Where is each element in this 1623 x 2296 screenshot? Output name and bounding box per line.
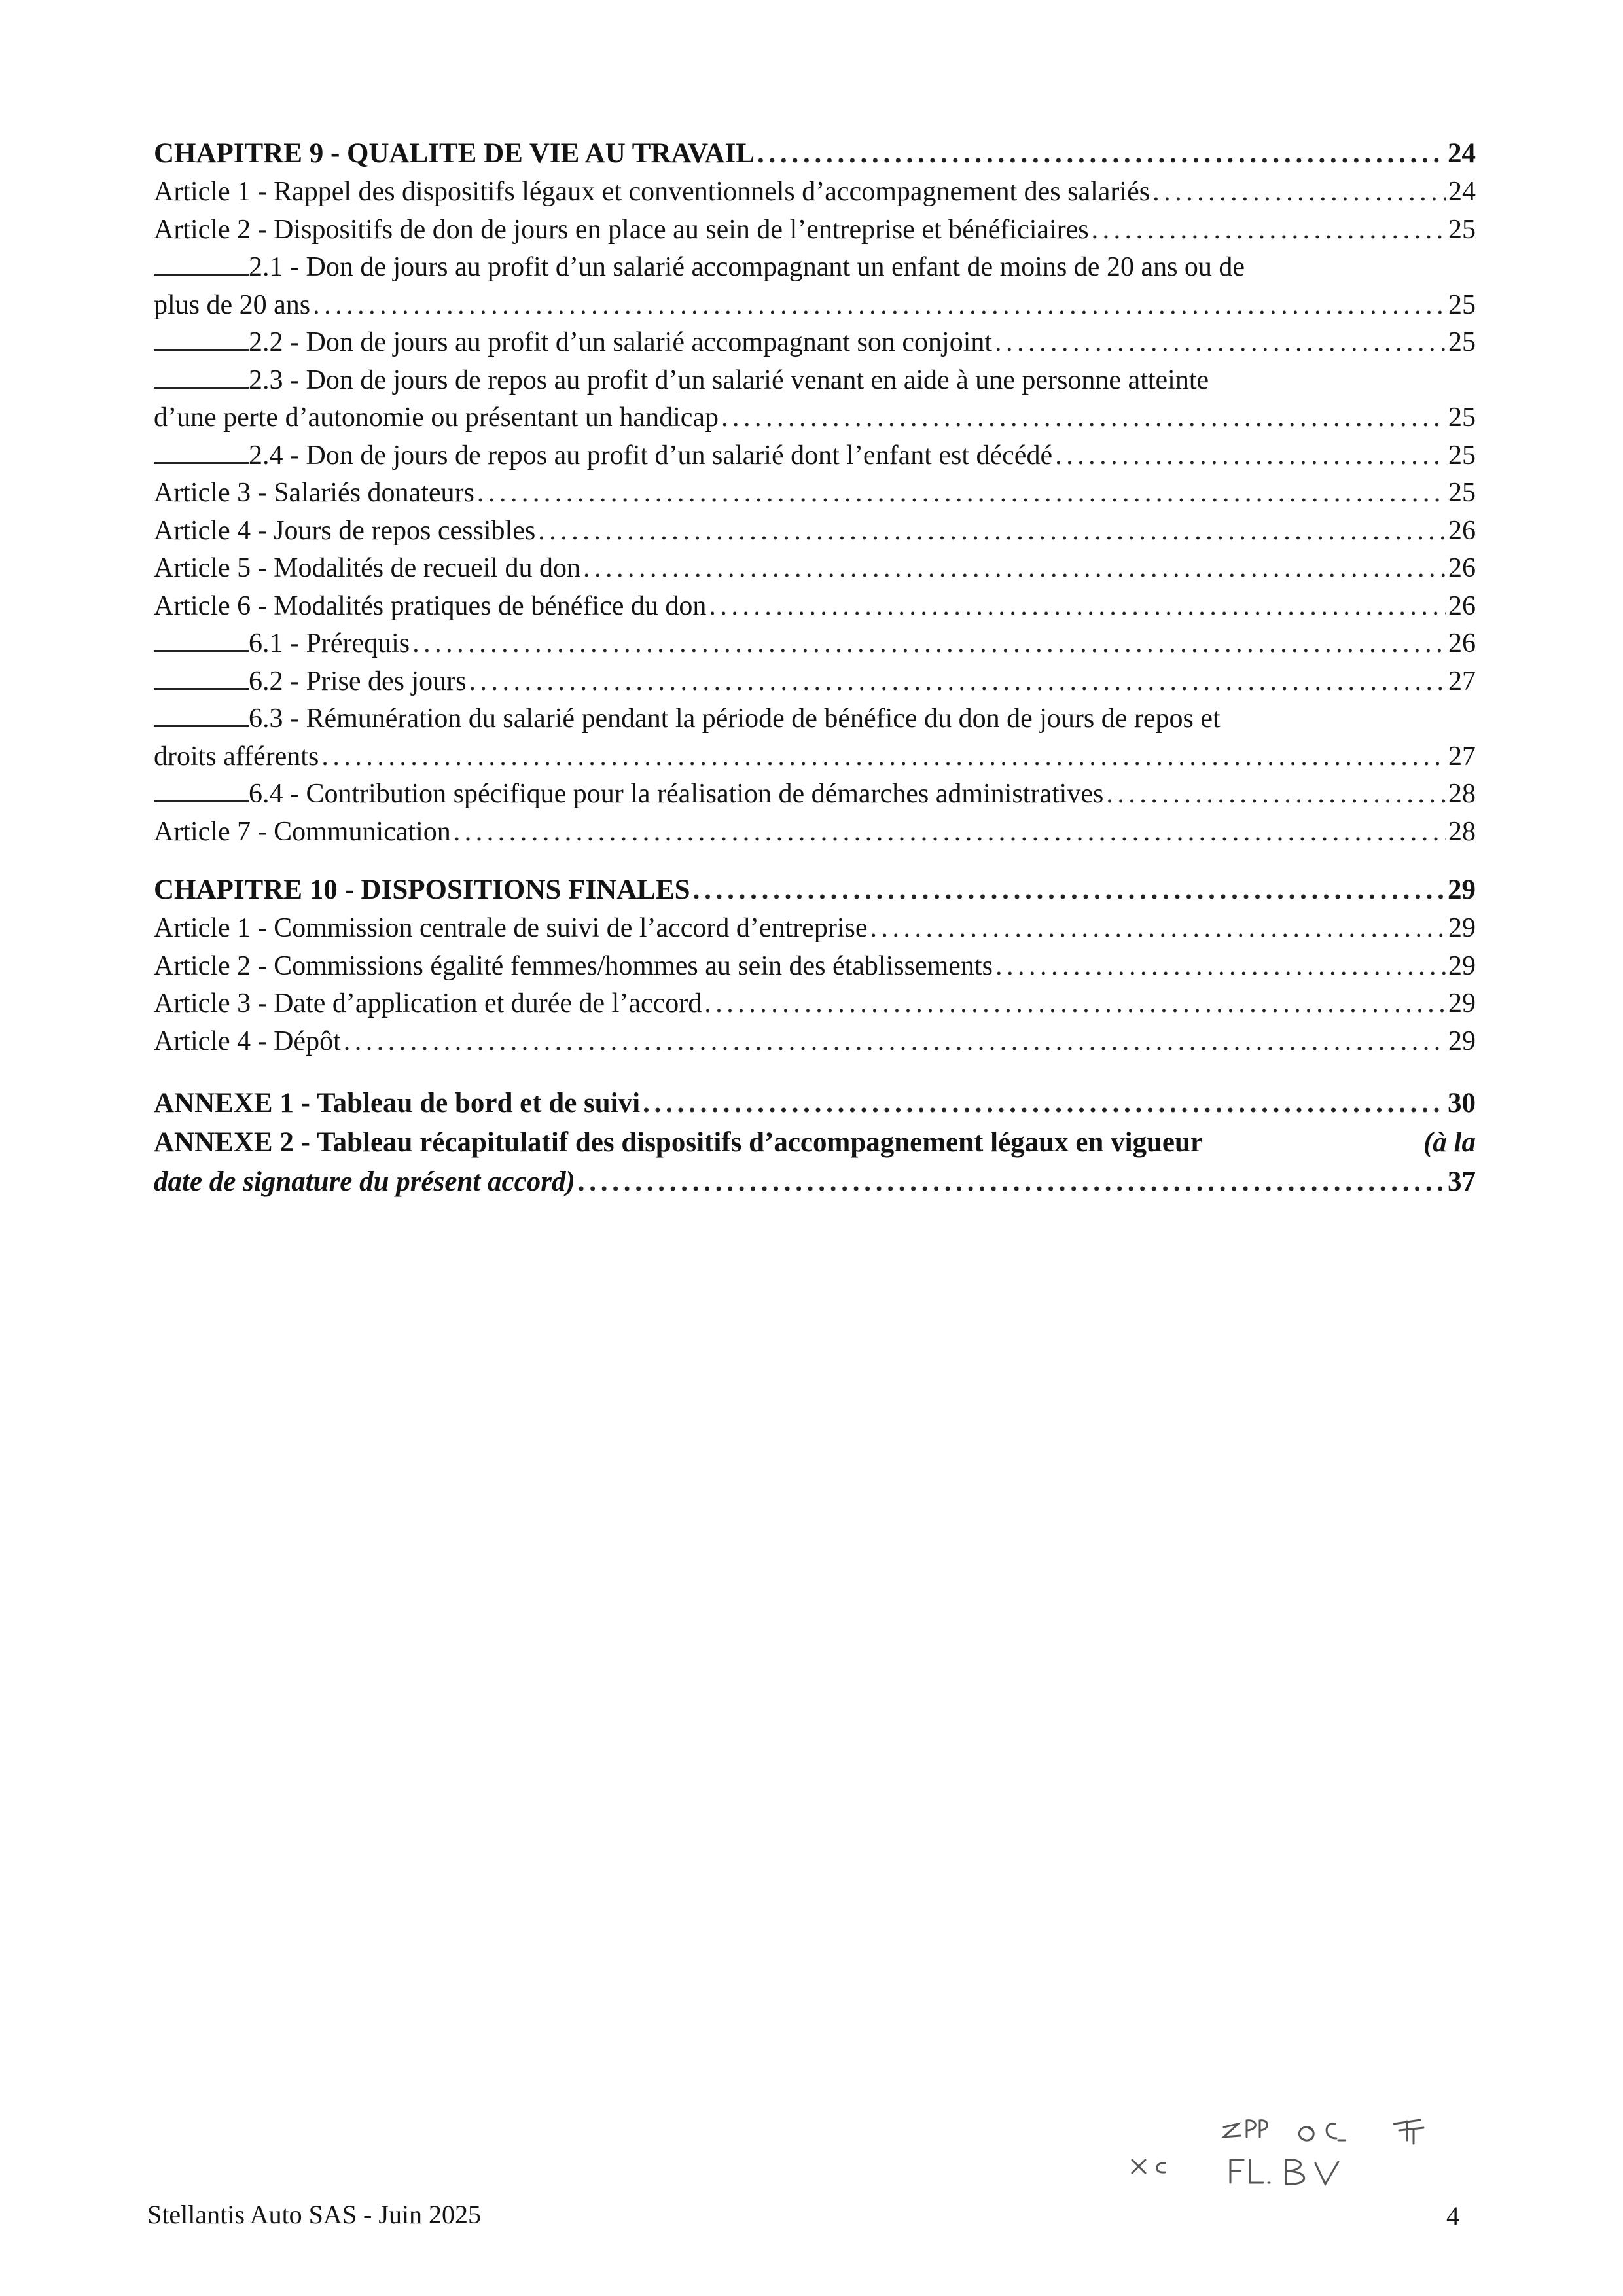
toc-entry-label-line2: droits afférents: [154, 741, 319, 772]
page-number: 4: [1446, 2201, 1459, 2231]
dot-leader: [709, 588, 1446, 626]
chapter-9-page: 24: [1448, 138, 1476, 169]
annex-2-title-italic-line1: (à la: [1423, 1127, 1476, 1158]
toc-entry-ch9-article-6[interactable]: [154, 588, 1476, 626]
dot-leader: [1055, 437, 1446, 475]
dot-leader: [578, 1162, 1445, 1202]
toc-entry-page: 27: [1448, 741, 1476, 772]
dot-leader: [1092, 211, 1446, 249]
annex-2-title-italic-line2: date de signature du présent accord): [154, 1166, 575, 1197]
toc-entry-label: Article 3 - Date d’application et durée de l’accord: [154, 988, 702, 1018]
toc-entry-label: Article 1 - Commission centrale de suivi de l’accord d’entreprise: [154, 913, 868, 943]
toc-entry-page: 25: [1448, 289, 1476, 320]
dot-leader: [643, 1084, 1445, 1123]
toc-entry-ch9-2-4[interactable]: [154, 437, 1476, 475]
toc-entry-ch9-article-5[interactable]: [154, 550, 1476, 588]
dot-leader: [313, 287, 1446, 325]
toc-entry-page: 25: [1448, 327, 1476, 357]
indent-rule: [154, 254, 249, 276]
toc-entry-ch9-2-1[interactable]: [154, 249, 1476, 324]
footer-company: Stellantis Auto SAS - Juin 2025: [147, 2200, 482, 2229]
toc-entry-page: 25: [1448, 440, 1476, 471]
toc-entry-label: 6.1 - Prérequis: [249, 628, 410, 658]
section-gap: [154, 1060, 1476, 1084]
dot-leader: [412, 625, 1446, 663]
toc-entry-label: 2.4 - Don de jours de repos au profit d’un salarié dont l’enfant est décédé: [249, 440, 1053, 471]
dot-leader: [538, 512, 1446, 550]
toc-entry-page: 25: [1448, 478, 1476, 508]
dot-leader: [469, 663, 1446, 701]
dot-leader: [693, 870, 1445, 910]
toc-entry-page: 29: [1448, 988, 1476, 1018]
chapter-10-title: CHAPITRE 10 - DISPOSITIONS FINALES: [154, 874, 690, 905]
dot-leader: [1106, 776, 1446, 814]
toc-entry-page: 28: [1448, 779, 1476, 809]
toc-entry-ch9-6-2[interactable]: [154, 663, 1476, 701]
indent-rule: [154, 781, 249, 802]
dot-leader: [454, 814, 1446, 852]
dot-leader: [477, 475, 1446, 512]
toc-entry-label: Article 4 - Dépôt: [154, 1026, 341, 1056]
dot-leader: [344, 1023, 1446, 1061]
annex-2-heading[interactable]: [154, 1123, 1476, 1202]
toc-entry-page: 29: [1448, 913, 1476, 943]
dot-leader: [321, 738, 1446, 776]
toc-entry-label: Article 4 - Jours de repos cessibles: [154, 515, 536, 546]
toc-entry-label: Article 5 - Modalités de recueil du don: [154, 553, 580, 583]
dot-leader: [583, 550, 1446, 588]
annex-2-page: 37: [1448, 1166, 1476, 1197]
toc-entry-label: Article 7 - Communication: [154, 816, 451, 847]
toc-entry-label-line2: plus de 20 ans: [154, 289, 311, 320]
toc-entry-ch10-article-2[interactable]: [154, 948, 1476, 986]
indent-rule: [154, 706, 249, 727]
toc-entry-page: 26: [1448, 553, 1476, 583]
dot-leader: [1152, 173, 1446, 211]
dot-leader: [995, 948, 1446, 986]
toc-entry-page: 25: [1448, 214, 1476, 245]
toc-entry-ch9-2-3[interactable]: [154, 362, 1476, 437]
toc-entry-label: Article 2 - Dispositifs de don de jours en place au sein de l’entreprise et bénéficiaires: [154, 214, 1089, 245]
toc-entry-page: 26: [1448, 628, 1476, 658]
indent-rule: [154, 630, 249, 652]
dot-leader: [757, 134, 1445, 173]
toc-entry-page: 27: [1448, 666, 1476, 696]
table-of-contents: [154, 134, 1476, 1202]
chapter-10-heading[interactable]: [154, 870, 1476, 910]
dot-leader: [995, 324, 1446, 362]
toc-entry-label: 6.4 - Contribution spécifique pour la réalisation de démarches administratives: [249, 779, 1104, 809]
handwritten-initials: [1126, 2111, 1453, 2196]
indent-rule: [154, 329, 249, 351]
section-gap: [154, 851, 1476, 870]
indent-rule: [154, 668, 249, 690]
toc-entry-label: Article 6 - Modalités pratiques de bénéfice du don: [154, 590, 707, 621]
toc-entry-ch9-article-3[interactable]: [154, 475, 1476, 512]
annex-2-title-line1: ANNEXE 2 - Tableau récapitulatif des dispositifs d’accompagnement légaux en vigueur: [154, 1127, 1204, 1158]
toc-entry-ch9-article-2[interactable]: [154, 211, 1476, 249]
toc-entry-ch9-article-1[interactable]: [154, 173, 1476, 211]
annex-1-heading[interactable]: [154, 1084, 1476, 1123]
toc-entry-ch10-article-1[interactable]: [154, 910, 1476, 948]
chapter-9-title: CHAPITRE 9 - QUALITE DE VIE AU TRAVAIL: [154, 138, 755, 169]
toc-entry-page: 26: [1448, 515, 1476, 546]
indent-rule: [154, 442, 249, 464]
toc-entry-label: Article 3 - Salariés donateurs: [154, 478, 474, 508]
toc-entry-ch9-2-2[interactable]: [154, 324, 1476, 362]
chapter-10-page: 29: [1448, 874, 1476, 905]
annex-1-page: 30: [1448, 1088, 1476, 1119]
chapter-9-heading[interactable]: [154, 134, 1476, 173]
toc-entry-ch9-article-4[interactable]: [154, 512, 1476, 550]
toc-entry-ch9-6-3[interactable]: [154, 700, 1476, 776]
toc-entry-label-line1: 6.3 - Rémunération du salarié pendant la période de bénéfice du don de jours de repos et: [249, 704, 1221, 734]
dot-leader: [721, 399, 1446, 437]
toc-entry-ch9-article-7[interactable]: [154, 814, 1476, 852]
indent-rule: [154, 367, 249, 389]
dot-leader: [870, 910, 1446, 948]
toc-entry-page: 25: [1448, 403, 1476, 433]
toc-entry-ch10-article-3[interactable]: [154, 985, 1476, 1023]
toc-entry-label: 2.2 - Don de jours au profit d’un salarié accompagnant son conjoint: [249, 327, 993, 357]
toc-entry-ch9-6-1[interactable]: [154, 625, 1476, 663]
toc-entry-page: 26: [1448, 590, 1476, 621]
toc-entry-page: 28: [1448, 816, 1476, 847]
toc-entry-label: Article 1 - Rappel des dispositifs légaux et conventionnels d’accompagnement des salariés: [154, 177, 1150, 207]
toc-entry-label: 6.2 - Prise des jours: [249, 666, 467, 696]
toc-entry-label-line1: 2.1 - Don de jours au profit d’un salarié accompagnant un enfant de moins de 20 ans ou de: [249, 252, 1245, 282]
toc-entry-page: 29: [1448, 1026, 1476, 1056]
toc-entry-ch9-6-4[interactable]: [154, 776, 1476, 814]
toc-entry-label-line1: 2.3 - Don de jours de repos au profit d’un salarié venant en aide à une personne atteinte: [249, 365, 1209, 395]
toc-entry-ch10-article-4[interactable]: [154, 1023, 1476, 1061]
toc-entry-label-line2: d’une perte d’autonomie ou présentant un handicap: [154, 403, 719, 433]
toc-entry-label: Article 2 - Commissions égalité femmes/hommes au sein des établissements: [154, 950, 993, 981]
dot-leader: [704, 985, 1446, 1023]
toc-entry-page: 29: [1448, 950, 1476, 981]
annex-1-title: ANNEXE 1 - Tableau de bord et de suivi: [154, 1088, 641, 1119]
toc-entry-page: 24: [1448, 177, 1476, 207]
